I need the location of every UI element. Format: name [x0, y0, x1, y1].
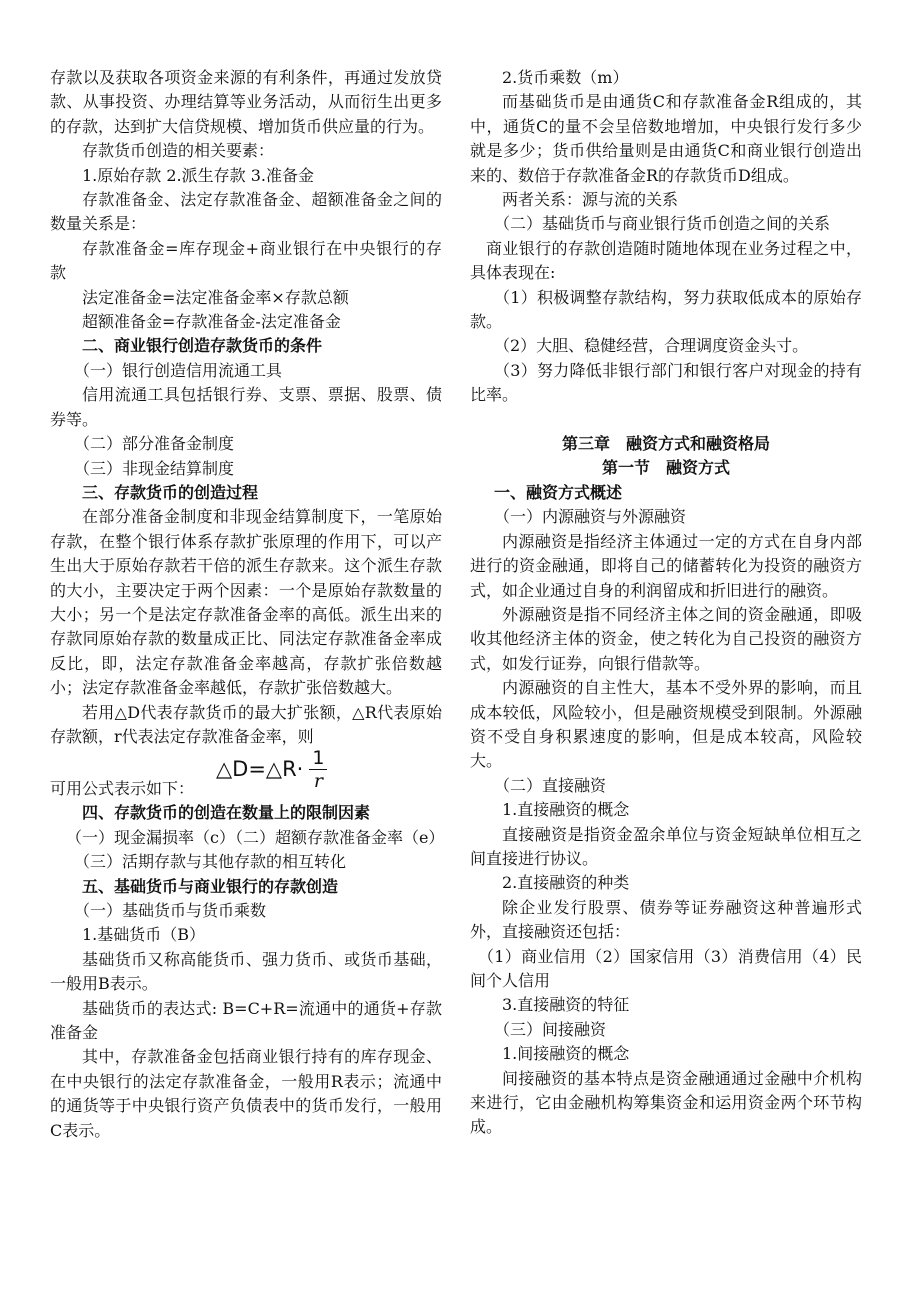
section-title: 第一节 融资方式 — [601, 458, 730, 478]
equation-text: 超额准备金=存款准备金-法定准备金 — [82, 312, 341, 332]
list-item: 2.货币乘数（m） — [502, 68, 629, 87]
paragraph: 除企业发行股票、债券等证券融资这种普遍形式外，直接融资还包括： — [470, 897, 862, 942]
paragraph: 基础货币的表达式: B=C+R=流通中的通货+存款准备金 — [50, 998, 442, 1043]
subheading: （三）活期存款与其他存款的相互转化 — [74, 852, 347, 872]
formula — [216, 743, 327, 795]
paragraph: 间接融资的基本特点是资金融通通过金融中介机构来进行，它由金融机构筹集资金和运用资金两个环节构成。 — [470, 1068, 862, 1137]
subheading: （三）非现金结算制度 — [74, 458, 235, 478]
list-item: （2）大胆、稳健经营，合理调度资金头寸。 — [494, 336, 809, 356]
list-item: 1.直接融资的概念 — [502, 800, 630, 820]
subheading: （一）内源融资与外源融资 — [494, 507, 687, 527]
paragraph: 直接融资是指资金盈余单位与资金短缺单位相互之间直接进行协议。 — [470, 824, 862, 868]
list-item: 1.基础货币（B） — [82, 925, 206, 945]
subheading: （二）基础货币与商业银行货币创造之间的关系 — [494, 214, 831, 234]
paragraph: 外源融资是指不同经济主体之间的资金融通，即吸收其他经济主体的资金，使之转化为自己投资的融资方式，如发行证券，向银行借款等。 — [470, 604, 862, 673]
subheading: （一）基础货币与货币乘数 — [74, 901, 267, 920]
equation-text: 存款准备金=库存现金+商业银行在中央银行的存款 — [50, 238, 442, 283]
list-item: 1.原始存款 2.派生存款 3.准备金 — [82, 165, 314, 185]
subheading: （二）直接融资 — [494, 775, 607, 795]
paragraph: 若用△D代表存款货币的最大扩张额，△R代表原始存款额，r代表法定存款准备金率，则 — [50, 702, 442, 746]
list-item: （3）努力降低非银行部门和银行客户对现金的持有比率。 — [470, 360, 862, 405]
section-heading: 三、存款货币的创造过程 — [82, 482, 259, 502]
chapter-title: 第三章 融资方式和融资格局 — [561, 434, 770, 454]
subheading: （一）银行创造信用流通工具 — [74, 360, 283, 380]
formula-line — [50, 746, 442, 801]
list-item: 3.直接融资的特征 — [502, 995, 630, 1015]
paragraph: 存款准备金、法定存款准备金、超额准备金之间的数量关系是： — [50, 190, 442, 234]
right-column — [470, 66, 862, 1140]
section-heading: 五、基础货币与商业银行的存款创造 — [82, 876, 339, 896]
paragraph: 在部分准备金制度和非现金结算制度下，一笔原始存款，在整个银行体系存款扩张原理的作用下，可以产生出大于原始存款若干倍的派生存款来。这个派生存款的大小，主要决定于两个因素：一个是原始存款数量的大小；另一个是法定存款准备金率的高低。派生出来的存款同原始存款的数量成正比、同法定存款准备金率成反比，即，法定存款准备金率越高，存款扩张倍数越小；法定存款准备金率越低，存款扩张倍数越大。 — [50, 507, 442, 698]
formula-intro: 可用公式表示如下： — [50, 778, 195, 798]
paragraph: 商业银行的存款创造随时随地体现在业务过程之中，具体表现在: — [470, 238, 862, 283]
paragraph: （1）商业信用（2）国家信用（3）消费信用（4）民间个人信用 — [470, 946, 862, 991]
section-heading: 四、存款货币的创造在数量上的限制因素 — [82, 803, 371, 823]
paragraph: 基础货币又称高能货币、强力货币、或货币基础，一般用B表示。 — [50, 949, 442, 994]
paragraph: 存款货币创造的相关要素： — [82, 141, 275, 161]
spacer — [470, 408, 862, 432]
fraction-numerator: 1 — [309, 747, 327, 770]
list-item: 1.间接融资的概念 — [502, 1044, 630, 1064]
section-heading: 二、商业银行创造存款货币的条件 — [82, 336, 323, 356]
paragraph: 存款以及获取各项资金来源的有利条件，再通过发放贷款、从事投资、办理结算等业务活动，从而衍生出更多的存款，达到扩大信贷规模、增加货币供应量的行为。 — [50, 68, 442, 136]
left-column — [50, 66, 445, 1143]
subheading: （三）间接融资 — [494, 1019, 607, 1039]
section-heading: 一、融资方式概述 — [494, 482, 623, 502]
paragraph: 其中，存款准备金包括商业银行持有的库存现金、在中央银行的法定存款准备金，一般用R表示；流通中的通货等于中央银行资产负债表中的货币发行，一般用C表示。 — [50, 1047, 442, 1140]
paragraph: 而基础货币是由通货C和存款准备金R组成的，其中，通货C的量不会呈倍数地增加，中央银行发行多少就是多少；货币供给量则是由通货C和商业银行创造出来的、数倍于存款准备金R的存款货币D组成。 — [470, 92, 862, 185]
paragraph: 内源融资是指经济主体通过一定的方式在自身内部进行的资金融通，即将自己的储蓄转化为投资的融资方式，如企业通过自身的利润留成和折旧进行的融资。 — [470, 531, 862, 600]
formula-fraction — [309, 747, 327, 792]
paragraph: 内源融资的自主性大，基本不受外界的影响，而且成本较低，风险较小，但是融资规模受到限制。外源融资不受自身积累速度的影响，但是成本较高，风险较大。 — [470, 678, 862, 771]
paragraph: 两者关系：源与流的关系 — [502, 190, 679, 210]
list-item: （1）积极调整存款结构，努力获取低成本的原始存款。 — [470, 287, 862, 332]
formula-lhs: △D=△R· — [216, 757, 304, 782]
fraction-denominator: r — [313, 769, 323, 792]
paragraph: 信用流通工具包括银行券、支票、票据、股票、债券等。 — [50, 385, 442, 429]
list-item: 2.直接融资的种类 — [502, 873, 630, 893]
equation-text: 法定准备金=法定准备金率×存款总额 — [82, 287, 349, 307]
subheading: （一）现金漏损率（c）（二）超额存款准备金率（e） — [66, 827, 445, 847]
subheading: （二）部分准备金制度 — [74, 434, 235, 454]
